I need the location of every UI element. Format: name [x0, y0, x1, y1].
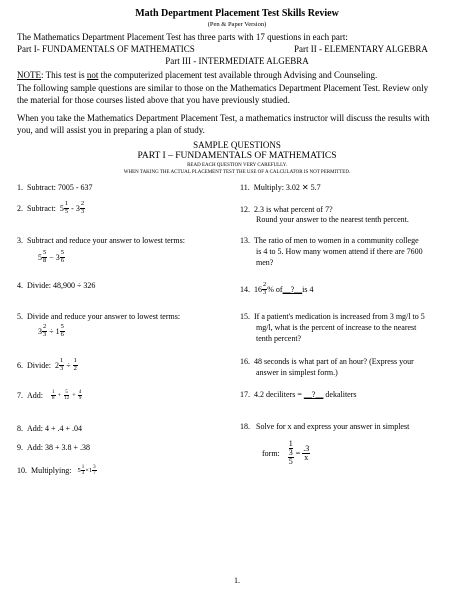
question-16: 16. 48 seconds is what part of an hour? (Express your	[240, 357, 414, 366]
question-12-line2: Round your answer to the nearest tenth percent.	[256, 215, 409, 224]
question-14: 14. 16 2 3 % of __?__ is 4	[240, 281, 314, 296]
question-7: 7. Add: 1 8 + $\frac{5}{12}$ + $\frac{4}{9}$	[17, 390, 82, 401]
question-8: 8. Add: 4 + .4 + .04	[17, 424, 83, 433]
page-title: Math Department Placement Test Skills Review	[135, 8, 339, 19]
question-13-line3: men?	[256, 258, 274, 267]
note-not: not	[86, 70, 99, 80]
question-11: 11. Multiply: 3.02 ✕ 5.7	[240, 183, 321, 192]
question-18-expression: form: 1 3 5 = $\frac{.3}{x}$	[262, 439, 310, 466]
note-line	[17, 70, 377, 80]
part-one-label: Part I- FUNDAMENTALS OF MATHEMATICS	[17, 44, 195, 54]
question-13: 13. The ratio of men to women in a community college	[240, 236, 419, 245]
para2-line2: you, and will assist you in preparing a plan of study.	[17, 125, 205, 135]
part-two-label: Part II - ELEMENTARY ALGEBRA	[294, 44, 428, 54]
intro-line: The Mathematics Department Placement Test has three parts with 17 questions in each part:	[17, 32, 348, 42]
question-16-line2: answer in simplest form.)	[256, 368, 338, 377]
note-text-a: : This test is	[41, 70, 87, 80]
question-10: 10. Multiplying: 5 $\frac{1}{3}$ × 1 3 7	[17, 465, 96, 476]
instruction-2: WHEN TAKING THE ACTUAL PLACEMENT TEST THE USE OF A CALCULATOR IS NOT PERMITTED.	[123, 170, 351, 175]
page-subtitle: (Pen & Paper Version)	[207, 21, 267, 28]
section-title: SAMPLE QUESTIONS	[193, 140, 281, 150]
instruction-1: READ EACH QUESTION VERY CAREFULLY.	[187, 163, 287, 168]
note-label: NOTE	[17, 70, 41, 80]
q14-blank: __?__	[282, 284, 303, 294]
q17-blank: __?__	[303, 390, 324, 399]
question-1: 1. Subtract: 7005 - 637	[17, 183, 93, 192]
question-4: 4. Divide: 48,900 ÷ 326	[17, 281, 96, 290]
question-15-line3: tenth percent?	[256, 334, 302, 343]
para2-line1: When you take the Mathematics Department Placement Test, a mathematics instructor will discuss the results with	[17, 113, 430, 123]
question-2: 2. Subtract: 5 1 5 - 3 2 3	[17, 200, 85, 215]
question-12: 12. 2.3 is what percent of 7?	[240, 205, 333, 214]
para1-line2: the material for those courses listed above that you have previously studied.	[17, 95, 290, 105]
part-title: PART I – FUNDAMENTALS OF MATHEMATICS	[137, 151, 337, 161]
para1-line1: The following sample questions are similar to those on the Mathematics Department Placement Test. Review only	[17, 83, 429, 93]
question-6: 6. Divide: 2 $\frac{1}{3}$ ÷ $\frac{1}{2}$	[17, 357, 77, 372]
part-three-label: Part III - INTERMEDIATE ALGEBRA	[165, 56, 309, 66]
question-15-line2: mg/l, what is the percent of increase to the nearest	[256, 323, 417, 332]
question-13-line2: is 4 to 5. How many women attend if there are 7600	[256, 247, 423, 256]
question-5: 5. Divide and reduce your answer to lowest terms:	[17, 312, 181, 321]
question-9: 9. Add: 38 + 3.8 + .38	[17, 443, 91, 452]
question-5-expression: 3 $\frac{2}{3}$ ÷ 1 5 6	[38, 323, 64, 338]
note-text-b: the computerized placement test available through Advising and Counseling.	[98, 70, 378, 80]
question-18: 18. Solve for x and express your answer in simplest	[240, 422, 410, 431]
page-number: 1.	[234, 576, 240, 585]
question-3-expression: 5 5 8 − 3 5 6	[38, 249, 65, 264]
question-17: 17. 4.2 deciliters = __?__ dekaliters	[240, 390, 357, 399]
question-3: 3. Subtract and reduce your answer to lowest terms:	[17, 236, 185, 245]
question-15: 15. If a patient's medication is increased from 3 mg/l to 5	[240, 312, 425, 321]
